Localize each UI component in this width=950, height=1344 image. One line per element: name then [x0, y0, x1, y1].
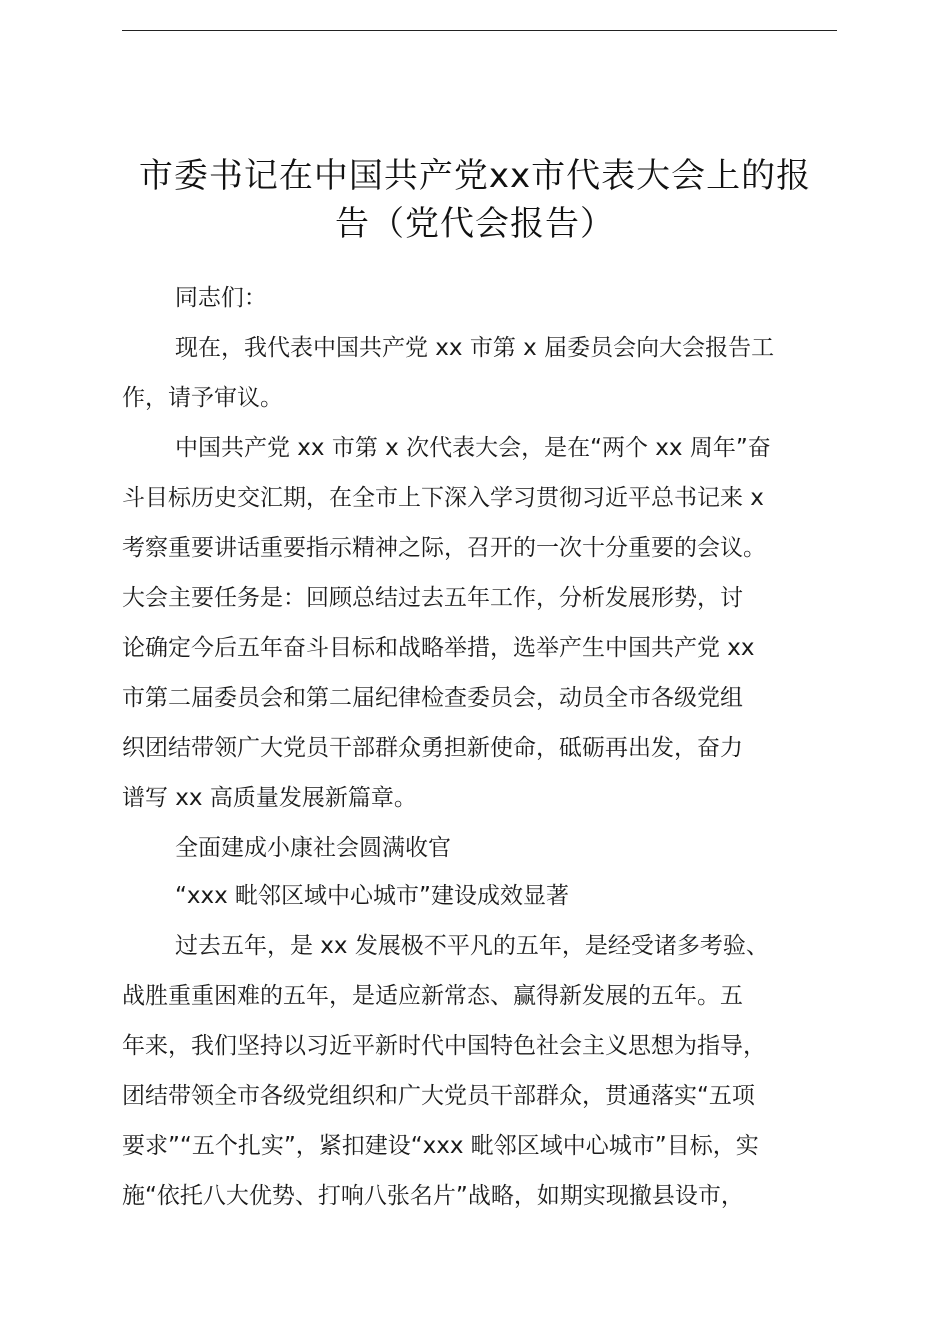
paragraph-line: 大会主要任务是：回顾总结过去五年工作，分析发展形势，讨: [122, 585, 743, 611]
paragraph-line: 施“依托八大优势、打响八张名片”战略，如期实现撤县设市，: [122, 1183, 744, 1209]
paragraph-line: 织团结带领广大党员干部群众勇担新使命，砥砺再出发，奋力: [122, 735, 743, 761]
paragraph-line: 过去五年，是 xx 发展极不平凡的五年，是经受诸多考验、: [175, 933, 769, 959]
paragraph-line: 谱写 xx 高质量发展新篇章。: [122, 785, 417, 811]
paragraph-2: [122, 423, 842, 823]
paragraph-line: 年来，我们坚持以习近平新时代中国特色社会主义思想为指导，: [122, 1033, 766, 1059]
paragraph-line: 市第二届委员会和第二届纪律检查委员会，动员全市各级党组: [122, 685, 743, 711]
paragraph-line: 作，请予审议。: [122, 385, 283, 411]
paragraph-line: 考察重要讲话重要指示精神之际，召开的一次十分重要的会议。: [122, 535, 766, 561]
section-heading-1-block: [122, 823, 842, 873]
section-heading-2: “xxx 毗邻区域中心城市”建设成效显著: [175, 883, 569, 909]
document-title: [100, 152, 850, 248]
paragraph-line: 战胜重重困难的五年，是适应新常态、赢得新发展的五年。五: [122, 983, 743, 1009]
section-heading-1: 全面建成小康社会圆满收官: [175, 835, 451, 861]
salutation: 同志们：: [174, 285, 267, 311]
paragraph-line: 中国共产党 xx 市第 x 次代表大会，是在“两个 xx 周年”奋: [175, 435, 771, 461]
title-line-1: 市委书记在中国共产党xx市代表大会上的报: [138, 156, 812, 196]
paragraph-line: 团结带领全市各级党组织和广大党员干部群众，贯通落实“五项: [122, 1083, 755, 1109]
paragraph-line: 现在，我代表中国共产党 xx 市第 x 届委员会向大会报告工: [175, 335, 775, 361]
paragraph-line: 要求”“五个扎实”，紧扣建设“xxx 毗邻区域中心城市”目标，实: [122, 1133, 759, 1159]
paragraph-line: 论确定今后五年奋斗目标和战略举措，选举产生中国共产党 xx: [122, 635, 755, 661]
section-heading-2-block: [122, 871, 842, 921]
paragraph-line: 斗目标历史交汇期，在全市上下深入学习贯彻习近平总书记来 x: [122, 485, 764, 511]
header-rule: [122, 30, 837, 31]
title-line-2: 告（党代会报告）: [335, 204, 615, 244]
paragraph-1: [122, 323, 842, 423]
salutation-block: [122, 273, 842, 323]
paragraph-3: [122, 921, 842, 1221]
